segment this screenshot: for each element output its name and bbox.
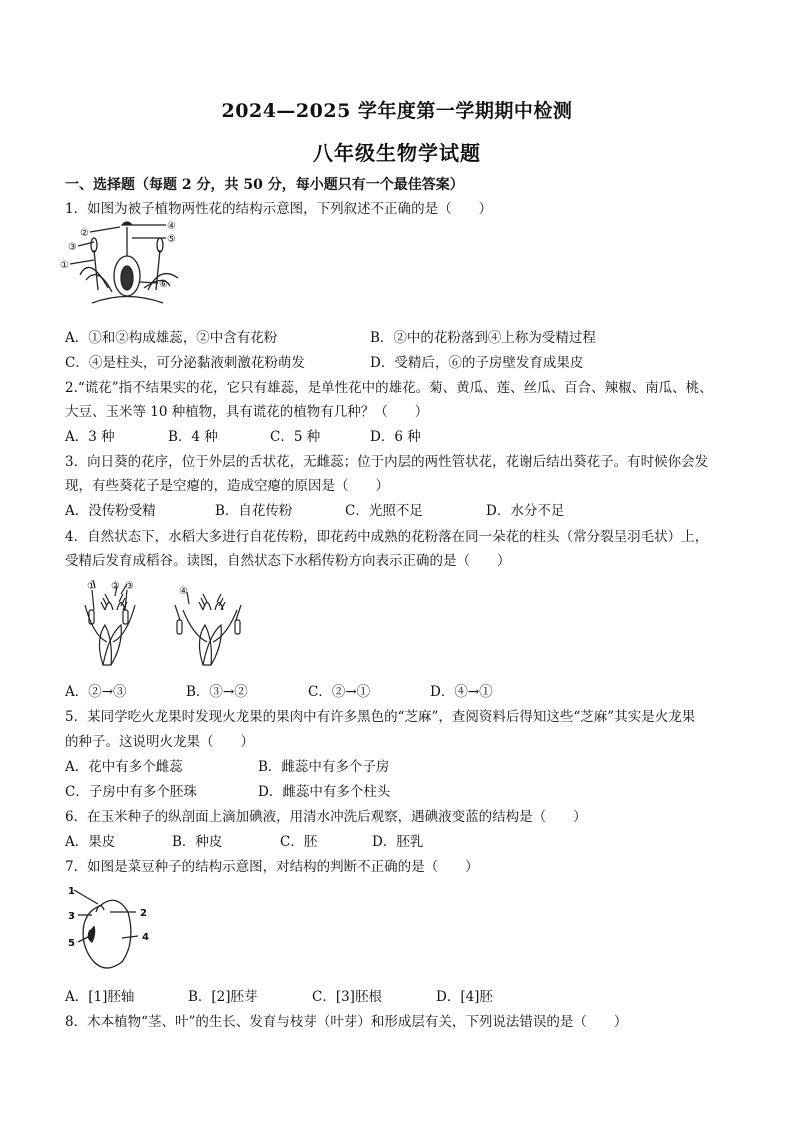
q4-option-a: A．②→③ xyxy=(65,684,127,700)
q1-option-a: A．①和②构成雄蕊，②中含有花粉 xyxy=(65,330,278,346)
q1-option-b: B．②中的花粉落到④上称为受精过程 xyxy=(370,330,596,346)
rice-label-3: ③ xyxy=(125,581,134,592)
fig-label-6: ⑥ xyxy=(159,279,168,290)
q2-option-a: A．3 种 xyxy=(65,429,115,445)
q3-option-b: B．自花传粉 xyxy=(215,503,293,519)
q5-stem-1: 5．某同学吃火龙果时发现火龙果的果肉中有许多黑色的“芝麻”，查阅资料后得知这些“芝麻”其实是火龙果 xyxy=(65,709,696,725)
rice-label-2: ② xyxy=(111,581,120,592)
q6-stem: 6．在玉米种子的纵剖面上滴加碘液，用清水冲洗后观察，遇碘液变蓝的结构是（ ） xyxy=(65,809,587,825)
q5-stem-2: 的种子。这说明火龙果（ ） xyxy=(65,734,254,750)
fig-label-2: ② xyxy=(80,228,89,239)
q7-option-c: C．[3]胚根 xyxy=(312,989,382,1005)
q6-option-b: B．种皮 xyxy=(172,834,223,850)
q1-stem: 1．如图为被子植物两性花的结构示意图，下列叙述不正确的是（ ） xyxy=(65,201,493,217)
rice-flower-figure xyxy=(65,580,255,670)
q6-option-a: A．果皮 xyxy=(65,834,116,850)
q7-stem: 7．如图是菜豆种子的结构示意图，对结构的判断不正确的是（ ） xyxy=(65,859,479,875)
q7-option-a: A．[1]胚轴 xyxy=(65,989,135,1005)
fig-label-4: ④ xyxy=(167,221,176,232)
rice-label-1: ① xyxy=(87,581,96,592)
q4-stem-1: 4．自然状态下，水稻大多进行自花传粉，即花药中成熟的花粉落在同一朵花的柱头（常分裂呈羽毛状）上， xyxy=(65,529,709,545)
fig-label-3: ③ xyxy=(68,242,77,253)
rice-label-4: ④ xyxy=(179,586,188,597)
q2-stem-2: 大豆、玉米等 10 种植物，具有谎花的植物有几种？（ ） xyxy=(65,404,429,420)
q3-option-a: A．没传粉受精 xyxy=(65,503,156,519)
q4-option-d: D．④→① xyxy=(430,684,493,700)
flower-structure-figure xyxy=(60,220,195,320)
q3-option-d: D．水分不足 xyxy=(486,503,565,519)
q6-option-d: D．胚乳 xyxy=(372,834,424,850)
q3-stem-2: 现，有些葵花子是空瘪的，造成空瘪的原因是（ ） xyxy=(65,478,389,494)
exam-subtitle: 八年级生物学试题 xyxy=(313,141,481,165)
fig-label-5: ⑤ xyxy=(167,234,176,245)
q6-option-c: C．胚 xyxy=(280,834,318,850)
seed-label-2: 2 xyxy=(140,908,147,919)
q5-option-a: A．花中有多个雌蕊 xyxy=(65,759,183,775)
fig-label-1: ① xyxy=(60,260,69,271)
bean-seed-figure xyxy=(66,882,156,974)
q2-option-d: D．6 种 xyxy=(370,429,421,445)
q4-option-b: B．③→② xyxy=(186,684,248,700)
q2-option-b: B．4 种 xyxy=(168,429,218,445)
q7-option-b: B．[2]胚芽 xyxy=(188,989,258,1005)
seed-label-3: 3 xyxy=(68,911,75,922)
q4-option-c: C．②→① xyxy=(308,684,371,700)
seed-label-4: 4 xyxy=(142,932,149,943)
q2-stem-1: 2.“谎花”指不结果实的花，它只有雄蕊，是单性花中的雄花。菊、黄瓜、莲、丝瓜、百合、辣椒、南瓜、桃、 xyxy=(65,380,713,396)
q5-option-d: D．雌蕊中有多个柱头 xyxy=(258,784,391,800)
q2-option-c: C．5 种 xyxy=(270,429,321,445)
q4-stem-2: 受精后发育成稻谷。读图，自然状态下水稻传粉方向表示正确的是（ ） xyxy=(65,553,511,569)
q8-stem: 8．木本植物“茎、叶”的生长、发育与枝芽（叶芽）和形成层有关，下列说法错误的是（ ） xyxy=(65,1014,628,1030)
seed-label-1: 1 xyxy=(68,886,75,897)
q3-stem-1: 3．向日葵的花序，位于外层的舌状花，无雌蕊；位于内层的两性管状花，花谢后结出葵花子。有时候你会发 xyxy=(65,454,709,470)
q1-option-c: C．④是柱头，可分泌黏液刺激花粉萌发 xyxy=(65,355,305,371)
q5-option-b: B．雌蕊中有多个子房 xyxy=(258,759,390,775)
q1-option-d: D．受精后，⑥的子房壁发育成果皮 xyxy=(370,355,584,371)
seed-label-5: 5 xyxy=(68,938,75,949)
q3-option-c: C．光照不足 xyxy=(345,503,423,519)
q5-option-c: C．子房中有多个胚珠 xyxy=(65,784,197,800)
q7-option-d: D．[4]胚 xyxy=(436,989,493,1005)
exam-title: 2024—2025 学年度第一学期期中检测 xyxy=(221,100,573,122)
section-heading: 一、选择题（每题 2 分，共 50 分，每小题只有一个最佳答案） xyxy=(65,177,464,193)
